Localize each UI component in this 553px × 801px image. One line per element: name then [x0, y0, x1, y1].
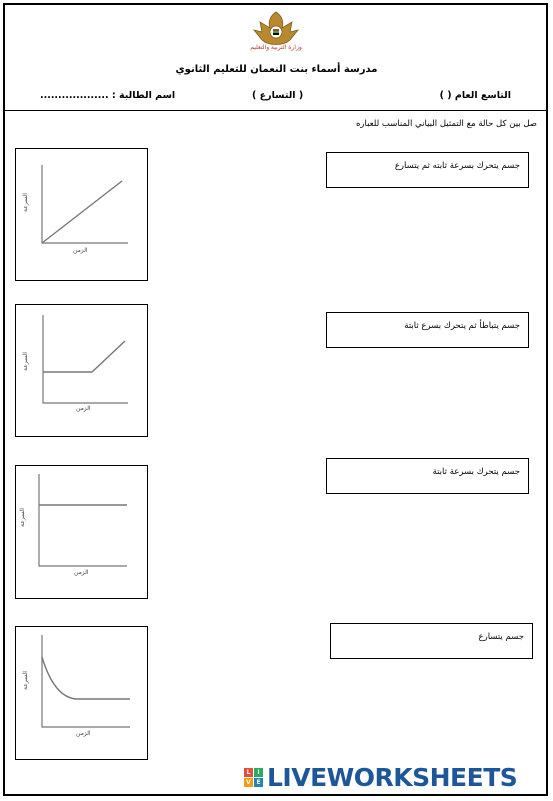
graph-1-plot — [16, 149, 149, 282]
statement-box-4[interactable] — [330, 623, 533, 659]
graph-4-xlabel: الزمن — [76, 730, 91, 737]
statement-4-text: جسم يتسارع — [478, 632, 524, 642]
statement-box-2[interactable] — [326, 312, 529, 348]
graph-2-plot — [16, 305, 149, 438]
graph-2-ylabel: السرعة — [21, 352, 29, 371]
statement-2-text: جسم يتباطأ ثم يتحرك بسرع ثابتة — [404, 321, 520, 331]
graph-4-ylabel: السرعة — [21, 671, 29, 690]
graph-option-3[interactable] — [15, 465, 148, 599]
liveworksheets-logo[interactable] — [244, 764, 517, 790]
grade-label: التاسع العام ( ) — [439, 90, 511, 101]
statement-box-3[interactable] — [326, 458, 529, 494]
graph-3-xlabel: الزمن — [74, 569, 89, 576]
graph-option-4[interactable] — [15, 626, 148, 760]
header-divider — [5, 110, 546, 111]
graph-1-xlabel: الزمن — [73, 247, 88, 254]
statement-3-text: جسم يتحرك بسرعة ثابتة — [432, 467, 520, 477]
instruction-text: صل بين كل حالة مع التمثيل البياني المناسب للعباره — [355, 119, 537, 129]
statement-box-1[interactable] — [326, 152, 529, 188]
graph-2-xlabel: الزمن — [76, 405, 91, 412]
student-name-field[interactable]: اسم الطالبة : ................... — [40, 90, 176, 101]
liveworksheets-icon: L I V E — [244, 768, 263, 787]
graph-3-ylabel: السرعة — [18, 508, 26, 527]
statement-1-text: جسم يتحرك بسرعة ثابته ثم يتسارع — [394, 161, 520, 171]
graph-1-ylabel: السرعة — [21, 193, 29, 212]
ministry-name: وزارة التربية والتعليم — [250, 44, 302, 51]
liveworksheets-text: LIVEWORKSHEETS — [267, 762, 518, 792]
graph-4-plot — [16, 627, 149, 761]
graph-3-plot — [16, 466, 149, 600]
lesson-title: ( التسارع ) — [252, 90, 304, 101]
graph-option-1[interactable] — [15, 148, 148, 281]
graph-option-2[interactable] — [15, 304, 148, 437]
school-title: مدرسة أسماء بنت النعمان للتعليم الثانوي — [175, 64, 378, 75]
